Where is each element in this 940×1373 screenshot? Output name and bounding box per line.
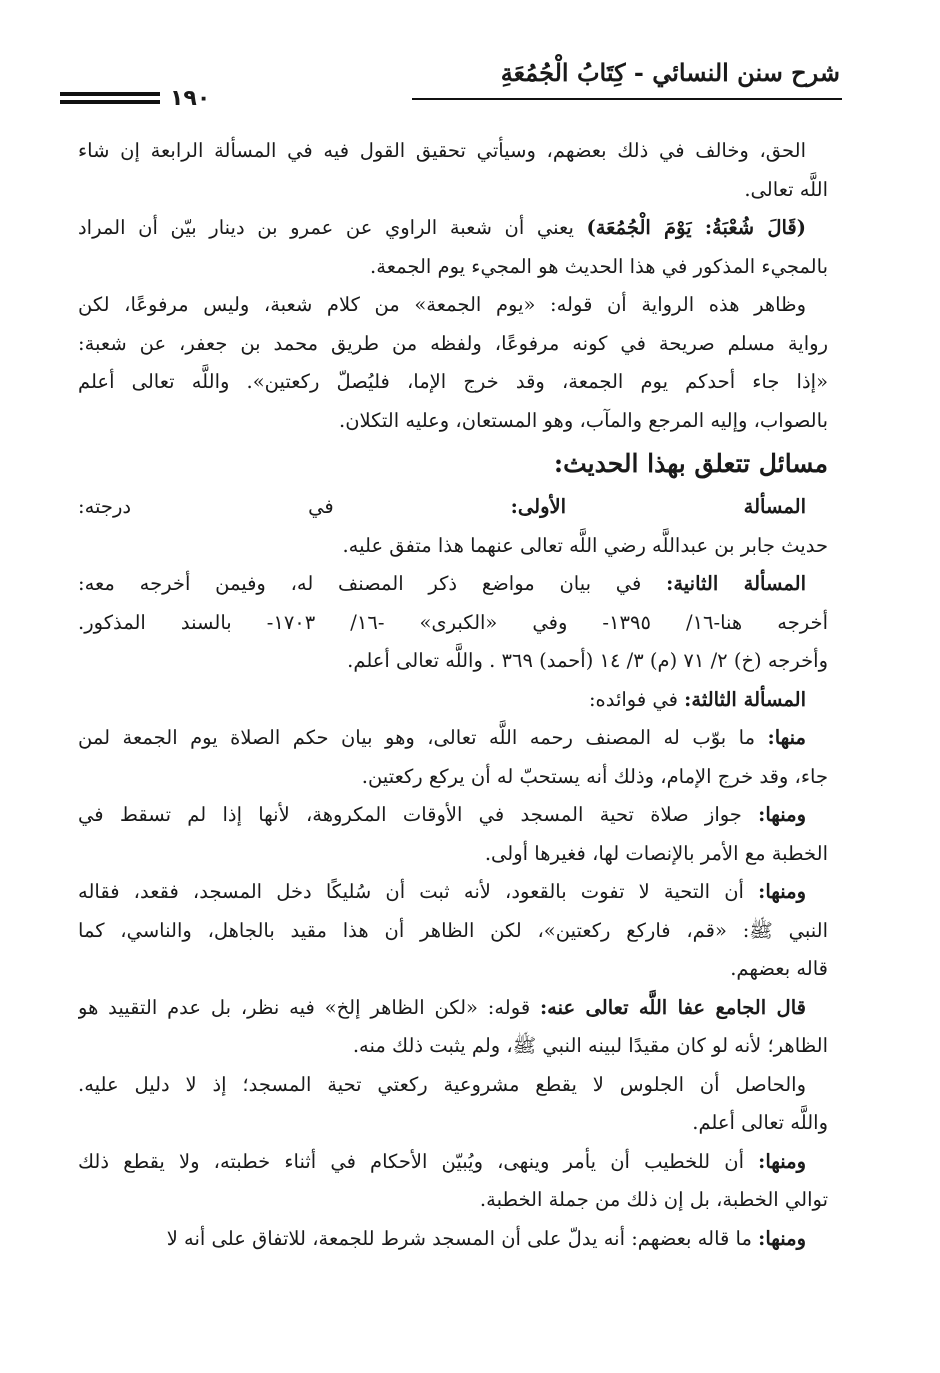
- header-rule: [412, 98, 842, 100]
- line-text: الحق، وخالف في ذلك بعضهم، وسيأتي تحقيق القول فيه في المسألة الرابعة إن شاء: [78, 139, 806, 162]
- bold-label: ومنها:: [758, 803, 806, 826]
- text-line: [78, 132, 828, 171]
- text-line: [78, 363, 828, 402]
- line-text: واللَّه تعالى أعلم.: [692, 1111, 828, 1134]
- text-line: [78, 604, 828, 643]
- page-body: [78, 132, 828, 1258]
- line-text: والحاصل أن الجلوس لا يقطع مشروعية ركعتي تحية المسجد؛ إذ لا دليل عليه.: [78, 1072, 806, 1096]
- text-line: [78, 402, 828, 441]
- text-line: [78, 1220, 828, 1259]
- line-text: توالي الخطبة، بل إن ذلك من جملة الخطبة.: [479, 1188, 828, 1211]
- text-line: [78, 488, 828, 527]
- page-number: ١٩٠: [170, 86, 211, 111]
- line-text: يعني أن شعبة الراوي عن عمرو بن دينار بيّن أن المراد: [78, 216, 587, 239]
- line-text: في درجته:: [78, 495, 511, 518]
- bold-label: المسألة الثانية:: [666, 572, 806, 595]
- bold-label: ومنها:: [758, 1149, 806, 1173]
- text-line: [78, 209, 828, 248]
- bold-label: المسألة الأولى:: [510, 495, 806, 518]
- text-line: [78, 989, 828, 1028]
- line-text: ما بوّب له المصنف رحمه اللَّه تعالى، وهو بيان حكم الصلاة يوم الجمعة لمن: [78, 726, 768, 749]
- line-text: الخطبة مع الأمر بالإنصات لها، فغيرها أولى.: [484, 841, 828, 865]
- line-text: اللَّه تعالى.: [744, 177, 828, 201]
- line-text: وأخرجه (خ) ٢/ ٧١ (م) ٣/ ١٤ (أحمد) ٣٦٩ . واللَّه تعالى أعلم.: [347, 649, 828, 672]
- text-line: [78, 758, 828, 797]
- line-text: في بيان مواضع ذكر المصنف له، وفيمن أخرجه معه:: [78, 572, 667, 595]
- page-header: [60, 48, 840, 118]
- text-line: [78, 565, 828, 604]
- line-text: حديث جابر بن عبداللَّه رضي اللَّه تعالى عنهما هذا متفق عليه.: [342, 533, 828, 557]
- bold-label: قال الجامع عفا اللَّه تعالى عنه:: [539, 995, 806, 1019]
- text-line: [78, 912, 828, 951]
- section-heading: مسائل تتعلق بهذا الحديث:: [553, 449, 828, 478]
- text-line: [78, 1181, 828, 1220]
- text-line: [78, 719, 828, 758]
- text-line: [78, 796, 828, 835]
- text-line: [78, 1143, 828, 1182]
- line-text: «إذا جاء أحدكم يوم الجمعة، وقد خرج الإما، فليُصلّ ركعتين». واللَّه تعالى أعلم: [78, 370, 828, 393]
- line-text: بالصواب، وإليه المرجع والمآب، وهو المستعان، وعليه التكلان.: [339, 408, 828, 432]
- line-text: قوله: «لكن الظاهر إلخ» فيه نظر، بل عدم التقييد هو: [78, 995, 540, 1019]
- line-text: جاء، وقد خرج الإمام، وذلك أنه يستحبّ له أن يركع ركعتين.: [361, 764, 828, 788]
- line-text: أخرجه هنا-١٦/ ١٣٩٥- وفي «الكبرى» -١٦/ ١٧٠٣- بالسند المذكور.: [78, 610, 828, 634]
- text-line: [78, 527, 828, 566]
- header-rule-double-bottom: [60, 100, 160, 104]
- line-text: في فوائده:: [588, 687, 685, 711]
- text-line: [78, 248, 828, 287]
- line-text: النبي ﷺ: «قم، فاركع ركعتين»، لكن الظاهر أن هذا مقيد بالجاهل، والناسي، كما: [78, 918, 828, 942]
- text-line: [78, 681, 828, 720]
- bold-label: المسألة الثالثة:: [684, 687, 806, 711]
- text-line: [78, 873, 828, 912]
- text-line: [78, 171, 828, 210]
- text-line: [78, 1104, 828, 1143]
- line-text: أن للخطيب أن يأمر وينهى، ويُبيّن الأحكام في أثناء خطبته، ولا يقطع ذلك: [78, 1149, 759, 1173]
- header-rule-double-top: [60, 92, 160, 96]
- line-text: رواية مسلم صريحة في كونه مرفوعًا، ولفظه من طريق محمد بن جعفر، عن شعبة:: [78, 331, 828, 355]
- line-text: ما قاله بعضهم: أنه يدلّ على أن المسجد شرط للجمعة، للاتفاق على أنه لا: [166, 1226, 759, 1250]
- text-line: [78, 950, 828, 989]
- line-text: أن التحية لا تفوت بالقعود، لأنه ثبت أن سُليكًا دخل المسجد، فقعد، فقاله: [78, 880, 759, 903]
- bold-label: ومنها:: [758, 880, 806, 903]
- text-line: [78, 1066, 828, 1105]
- text-line: [78, 325, 828, 364]
- bold-label: منها:: [767, 726, 806, 749]
- bold-label: (قَالَ شُعْبَةُ: يَوْمَ الْجُمُعَة): [586, 216, 806, 239]
- line-text: قاله بعضهم.: [730, 957, 828, 980]
- text-line: [78, 642, 828, 681]
- line-text: الظاهر؛ لأنه لو كان مقيدًا لبينه النبي ﷺ، ولم يثبت ذلك منه.: [352, 1034, 828, 1057]
- line-text: جواز صلاة تحية المسجد في الأوقات المكروهة، لأنها إذا لم تسقط في: [78, 803, 759, 826]
- bold-label: ومنها:: [758, 1226, 806, 1250]
- running-title: شرح سنن النسائي - كِتَابُ الْجُمُعَةِ: [500, 58, 840, 87]
- text-line: [78, 1027, 828, 1066]
- text-line: [78, 835, 828, 874]
- line-text: وظاهر هذه الرواية أن قوله: «يوم الجمعة» من كلام شعبة، وليس مرفوعًا، لكن: [78, 293, 806, 316]
- line-text: بالمجيء المذكور في هذا الحديث هو المجيء يوم الجمعة.: [370, 254, 828, 278]
- text-line: [78, 286, 828, 325]
